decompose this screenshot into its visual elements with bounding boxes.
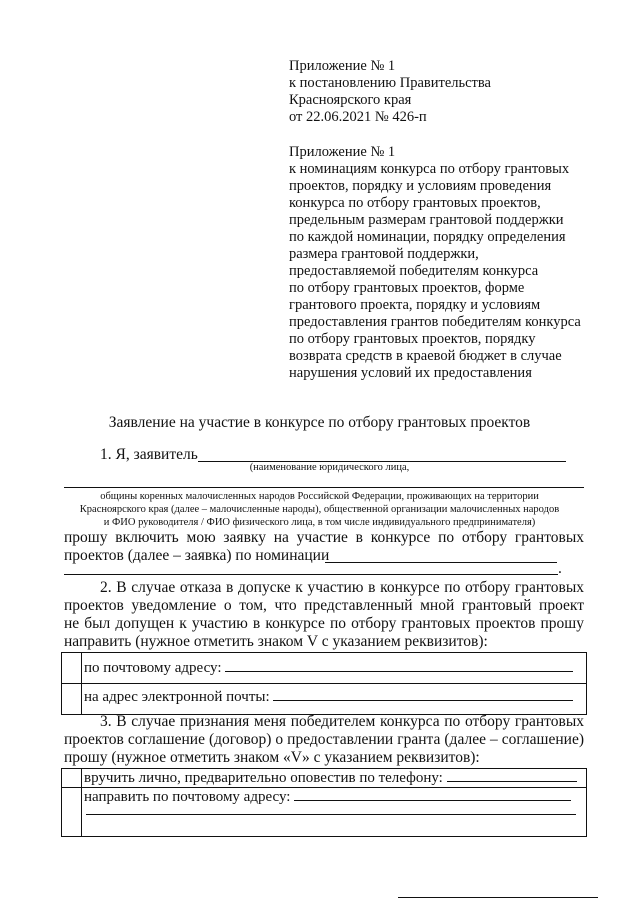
appendix-header-line: Красноярского края bbox=[289, 92, 412, 108]
appendix-sub-line: к номинациям конкурса по отбору грантовых bbox=[289, 161, 570, 177]
appendix-header-line: Приложение № 1 bbox=[289, 58, 396, 74]
applicant-hint-block bbox=[0, 490, 639, 529]
section2-line: 2. В случае отказа в допуске к участию в конкурсе по отбору грантовых bbox=[100, 579, 584, 596]
delivery-address-field[interactable] bbox=[294, 788, 571, 801]
appendix-sub-line: по каждой номинации, порядку определения bbox=[289, 229, 566, 245]
hint-line: Красноярского края (далее – малочисленные народы), общественной организации малочисленных народов bbox=[79, 504, 560, 515]
appendix-sub-line: предоставления грантов победителям конкурса bbox=[289, 314, 581, 330]
appendix-sub-line: предельным размерам грантовой поддержки bbox=[289, 212, 564, 228]
appendix-sub-line: проектов, порядку и условиям проведения bbox=[289, 178, 552, 194]
appendix-header-line: от 22.06.2021 № 426-п bbox=[289, 109, 427, 125]
appendix-sub-line: Приложение № 1 bbox=[289, 144, 396, 160]
hint-line: и ФИО руководителя / ФИО физического лица, в том числе индивидуального предпринимателя) bbox=[103, 517, 536, 528]
appendix-sub-line: конкурса по отбору грантовых проектов, bbox=[289, 195, 541, 211]
appendix-sub-line: по отбору грантовых проектов, порядку bbox=[289, 331, 536, 347]
in-person-option-label: вручить лично, предварительно оповестив по телефону: bbox=[84, 770, 443, 786]
nomination-field-2[interactable] bbox=[64, 574, 558, 575]
email-option bbox=[82, 684, 587, 715]
appendix-sub-line: нарушения условий их предоставления bbox=[289, 365, 532, 381]
postal-checkbox[interactable] bbox=[62, 653, 82, 684]
postal-option-label: по почтовому адресу: bbox=[84, 660, 222, 676]
end-dot: . bbox=[558, 560, 562, 577]
applicant-name-field-2[interactable] bbox=[64, 487, 584, 488]
nomination-label: проектов (далее – заявка) по номинации bbox=[64, 547, 330, 564]
appendix-sub-header bbox=[289, 144, 581, 382]
section3-line: 3. В случае признания меня победителем конкурса по отбору грантовых bbox=[100, 713, 584, 730]
section2-line: проектов уведомление о том, что представленный мной грантовый проект bbox=[64, 597, 584, 614]
footer-rule bbox=[398, 897, 598, 898]
appendix-sub-line: возврата средств в краевой бюджет в случае bbox=[289, 348, 562, 364]
section3-line: прошу (нужное отметить знаком «V» с указанием реквизитов): bbox=[64, 749, 480, 766]
delivery-address-field-2[interactable] bbox=[86, 814, 576, 815]
phone-field[interactable] bbox=[447, 769, 577, 782]
email-checkbox[interactable] bbox=[62, 684, 82, 715]
postal-option bbox=[82, 653, 587, 684]
appendix-sub-line: предоставляемой победителям конкурса bbox=[289, 263, 539, 279]
hint-line: общины коренных малочисленных народов Российской Федерации, проживающих на территории bbox=[100, 491, 539, 502]
in-person-checkbox[interactable] bbox=[62, 769, 82, 788]
postal-delivery-option-label: направить по почтовому адресу: bbox=[84, 789, 291, 805]
appendix-header bbox=[289, 58, 491, 126]
email-address-field[interactable] bbox=[273, 688, 573, 701]
postal-delivery-option bbox=[82, 788, 587, 837]
applicant-hint: (наименование юридического лица, bbox=[249, 462, 410, 473]
request-text: прошу включить мою заявку на участие в конкурсе по отбору грантовых bbox=[64, 529, 584, 546]
postal-delivery-checkbox[interactable] bbox=[62, 788, 82, 837]
winner-options-table bbox=[61, 768, 587, 837]
nomination-field[interactable] bbox=[325, 562, 557, 563]
appendix-header-line: к постановлению Правительства bbox=[289, 75, 491, 91]
section3-line: проектов соглашение (договор) о предоставлении гранта (далее – соглашение) bbox=[64, 731, 584, 748]
appendix-sub-line: размера грантовой поддержки, bbox=[289, 246, 479, 262]
section2-line: направить (нужное отметить знаком V с указанием реквизитов): bbox=[64, 633, 488, 650]
postal-address-field[interactable] bbox=[225, 659, 573, 672]
document-title: Заявление на участие в конкурсе по отбору грантовых проектов bbox=[108, 414, 531, 431]
in-person-option bbox=[82, 769, 587, 788]
email-option-label: на адрес электронной почты: bbox=[84, 689, 270, 705]
appendix-sub-line: по отбору грантовых проектов, форме bbox=[289, 280, 525, 296]
applicant-label: 1. Я, заявитель bbox=[100, 446, 198, 463]
section2-line: не был допущен к участию в конкурсе по отбору грантовых проектов прошу bbox=[64, 615, 584, 632]
refusal-options-table bbox=[61, 652, 587, 715]
appendix-sub-line: грантового проекта, порядку и условиям bbox=[289, 297, 541, 313]
